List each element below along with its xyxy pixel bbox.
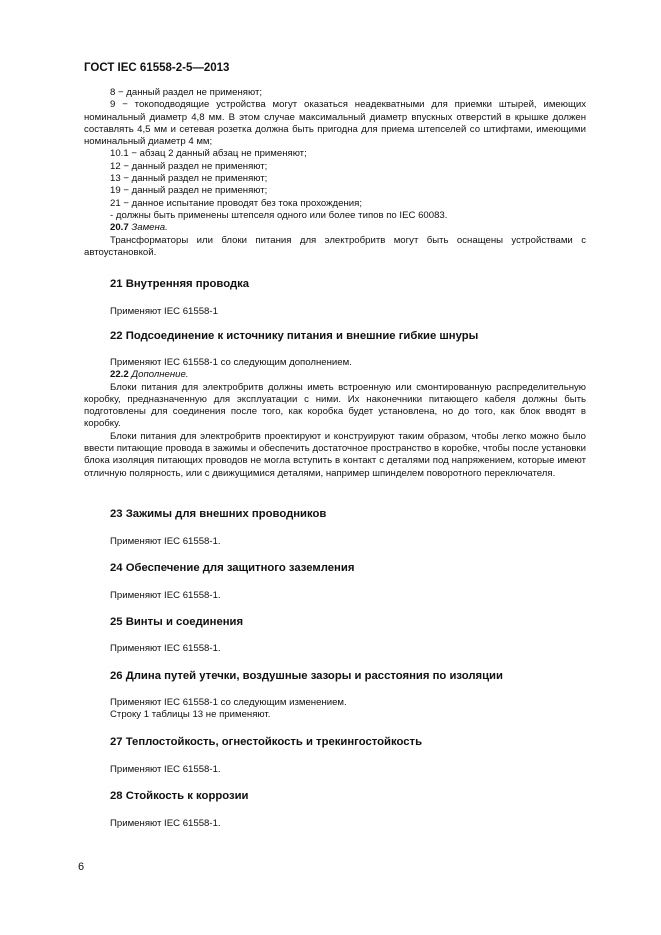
paragraph: Применяют IEC 61558-1.	[110, 643, 221, 654]
section-27-title: 27 Теплостойкость, огнестойкость и трекингостойкость	[110, 736, 423, 748]
paragraph: Применяют IEC 61558-1.	[110, 590, 221, 601]
section-24-body	[84, 590, 586, 602]
section-28-title: 28 Стойкость к коррозии	[110, 790, 249, 802]
section-26-body	[84, 697, 586, 722]
section-25-body	[84, 643, 586, 655]
list-item: 9 − токоподводящие устройства могут оказаться неадекватными для приемки штырей, имеющих номинальный диаметр 4,8 мм. В этом случае максимальный диаметр впускных отверстий в крышке должен составлять 4,5 мм и сетевая розетка должна быть пригодна для приема штепселей со штифтами, имеющими номинальный диаметр 4 мм;	[84, 99, 586, 148]
section-25-title: 25 Винты и соединения	[110, 616, 244, 628]
section-24-title: 24 Обеспечение для защитного заземления	[110, 562, 355, 574]
clause-label: Замена.	[131, 222, 168, 234]
list-item: 10.1 − абзац 2 данный абзац не применяют;	[110, 148, 307, 160]
section-23-body	[84, 536, 586, 548]
paragraph: Применяют IEC 61558-1.	[110, 536, 221, 547]
paragraph: Блоки питания для электробритв должны иметь встроенную или смонтированную распределительную коробку, предназначенную для эксплуатации с ними. Их наконечники питающего кабеля должны быть подготовлены для соединения после того, как коробка будет установлена, но до того, как блок вводят в коробку.	[84, 381, 586, 430]
list-item: 12 − данный раздел не применяют;	[110, 160, 268, 172]
section-22-title: 22 Подсоединение к источнику питания и внешние гибкие шнуры	[110, 330, 479, 342]
list-item: 19 − данный раздел не применяют;	[110, 185, 268, 197]
section-26-title: 26 Длина путей утечки, воздушные зазоры и расстояния по изоляции	[110, 670, 503, 682]
intro-block	[84, 87, 586, 259]
paragraph: Применяют IEC 61558-1 со следующим дополнением.	[110, 357, 352, 368]
paragraph: Строку 1 таблицы 13 не применяют.	[110, 709, 271, 721]
clause-number: 20.7	[110, 222, 129, 234]
list-item: 13 − данный раздел не применяют;	[110, 173, 268, 185]
section-28-body	[84, 818, 586, 830]
paragraph: Применяют IEC 61558-1	[110, 306, 218, 317]
page-number: 6	[78, 861, 85, 873]
clause-heading	[84, 369, 586, 381]
paragraph: Блоки питания для электробритв проектируют и конструируют таким образом, чтобы легко можно было ввести питающие провода в зажимы и обеспечить достаточное пространство в коробке, чтобы после установки блока изоляция питающих проводов не могла вступить в контакт с деталями под напряжением, которые имеют отличную полярность, или с движущимися деталями, например шпинделем поворотного переключателя.	[84, 430, 586, 479]
section-23-title: 23 Зажимы для внешних проводников	[110, 508, 327, 520]
clause-label: Дополнение.	[131, 369, 189, 381]
list-item: - должны быть применены штепселя одного или более типов по IEC 60083.	[110, 209, 448, 221]
clause-heading	[84, 222, 586, 234]
list-item: 8 − данный раздел не применяют;	[110, 87, 263, 98]
paragraph: Применяют IEC 61558-1 со следующим изменением.	[110, 697, 347, 708]
section-21-body	[84, 306, 586, 318]
paragraph: Применяют IEC 61558-1.	[110, 818, 221, 829]
document-header: ГОСТ IEC 61558-2-5—2013	[84, 62, 230, 74]
paragraph: Применяют IEC 61558-1.	[110, 764, 221, 775]
section-27-body	[84, 764, 586, 776]
paragraph: Трансформаторы или блоки питания для электробритв могут быть оснащены устройствами с автоустановкой.	[84, 234, 586, 258]
list-item: 21 − данное испытание проводят без тока прохождения;	[110, 197, 362, 209]
section-22-body	[84, 357, 586, 480]
clause-number: 22.2	[110, 369, 129, 381]
section-21-title: 21 Внутренняя проводка	[110, 278, 250, 290]
